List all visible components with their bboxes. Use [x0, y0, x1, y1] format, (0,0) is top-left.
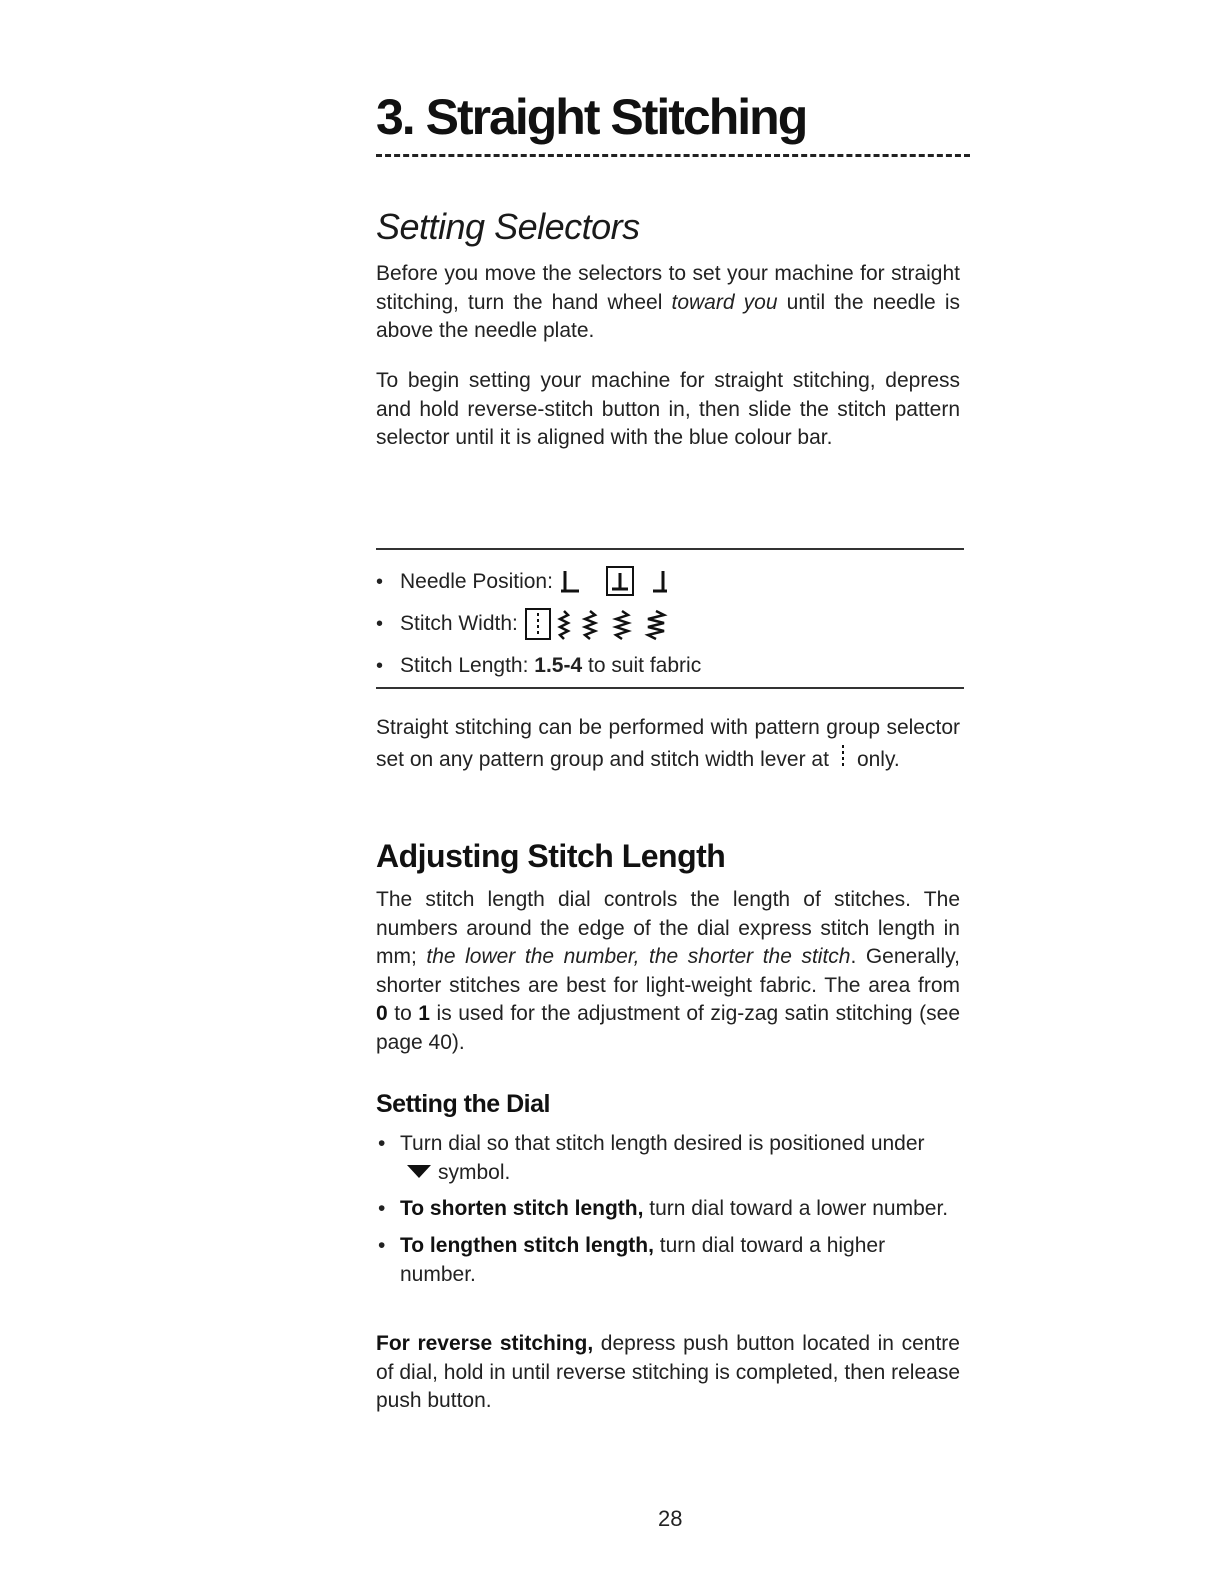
stitch-length-suffix: to suit fabric	[587, 654, 702, 677]
note-text: Straight stitching can be performed with pattern group selector set on any pattern group and stitch width lever at	[376, 716, 960, 771]
needle-position-label: Needle Position:	[400, 570, 553, 593]
adjust-zero: 0	[376, 1002, 388, 1026]
selectors-intro-paragraph	[376, 260, 960, 346]
settings-top-rule	[376, 548, 964, 550]
settings-bottom-rule	[376, 687, 964, 689]
adjust-text-start: The stitch length dial controls the length of stitches. The numbers around the edge of the dial express stitch length in mm;	[376, 888, 960, 969]
page-number: 28	[658, 1506, 683, 1531]
bullet3-text: turn dial toward a higher number.	[400, 1233, 886, 1286]
selectors-begin-paragraph: To begin setting your machine for straight stitching, depress and hold reverse-stitch button in, then slide the stitch pattern selector until it is aligned with the blue colour bar.	[376, 369, 960, 450]
list-item	[376, 1232, 960, 1289]
reverse-bold: For reverse stitching,	[376, 1332, 594, 1355]
adjusting-paragraph	[376, 886, 960, 1058]
reverse-text: depress push button located in centre of dial, hold in until reverse stitching is completed, then release push button.	[376, 1332, 960, 1413]
intro-text-end: until the needle is above the needle plate.	[376, 290, 960, 343]
straight-stitching-note	[376, 714, 960, 777]
adjust-to: to	[387, 1002, 419, 1026]
stitch-widths-icon	[524, 607, 674, 641]
adjust-text-end: is used for the adjustment of zig-zag satin stitching (see page 40).	[376, 1002, 960, 1054]
reverse-stitching-paragraph	[376, 1330, 960, 1416]
adjust-one: 1	[418, 1002, 430, 1026]
intro-text-start: Before you move the selectors to set your machine for straight stitching, turn the hand wheel	[376, 262, 960, 314]
dial-marker-icon	[406, 1159, 432, 1188]
bullet2-bold: To shorten stitch length,	[400, 1197, 644, 1221]
title-underline	[376, 154, 970, 157]
straight-stitch-width-icon	[835, 743, 851, 778]
adjusting-stitch-length-heading: Adjusting Stitch Length	[376, 838, 726, 874]
stitch-width-label: Stitch Width:	[400, 612, 518, 635]
needle-positions-icon	[559, 565, 669, 599]
list-item	[376, 1195, 960, 1224]
needle-position-icons	[559, 565, 669, 599]
dial-instructions-list	[376, 1130, 960, 1297]
stitch-length-label: Stitch Length:	[400, 654, 529, 677]
bullet-dot: •	[376, 570, 384, 593]
stitch-width-icons	[524, 607, 674, 641]
intro-emphasis: toward you	[671, 290, 778, 314]
stitch-width-row	[376, 603, 964, 645]
bullet-dot: •	[376, 654, 384, 677]
bullet2-text: turn dial toward a lower number.	[643, 1197, 949, 1221]
bullet1-suffix: symbol.	[438, 1160, 511, 1184]
bullet-dot: •	[376, 612, 384, 635]
bullet1-text: Turn dial so that stitch length desired is positioned under	[400, 1132, 925, 1155]
page-title: 3. Straight Stitching	[376, 89, 807, 145]
bullet3-bold: To lengthen stitch length,	[400, 1233, 654, 1257]
setting-selectors-heading: Setting Selectors	[376, 206, 640, 247]
settings-box	[376, 561, 964, 687]
note-suffix: only.	[856, 747, 900, 771]
needle-position-row	[376, 561, 964, 603]
stitch-length-value: 1.5-4	[534, 654, 583, 677]
setting-the-dial-heading: Setting the Dial	[376, 1090, 550, 1118]
adjust-emphasis: the lower the number, the shorter the stitch	[426, 945, 851, 969]
stitch-length-row	[376, 645, 964, 687]
adjust-text-mid: . Generally, shorter stitches are best for light-weight fabric. The area from	[376, 945, 960, 997]
list-item	[376, 1130, 960, 1187]
